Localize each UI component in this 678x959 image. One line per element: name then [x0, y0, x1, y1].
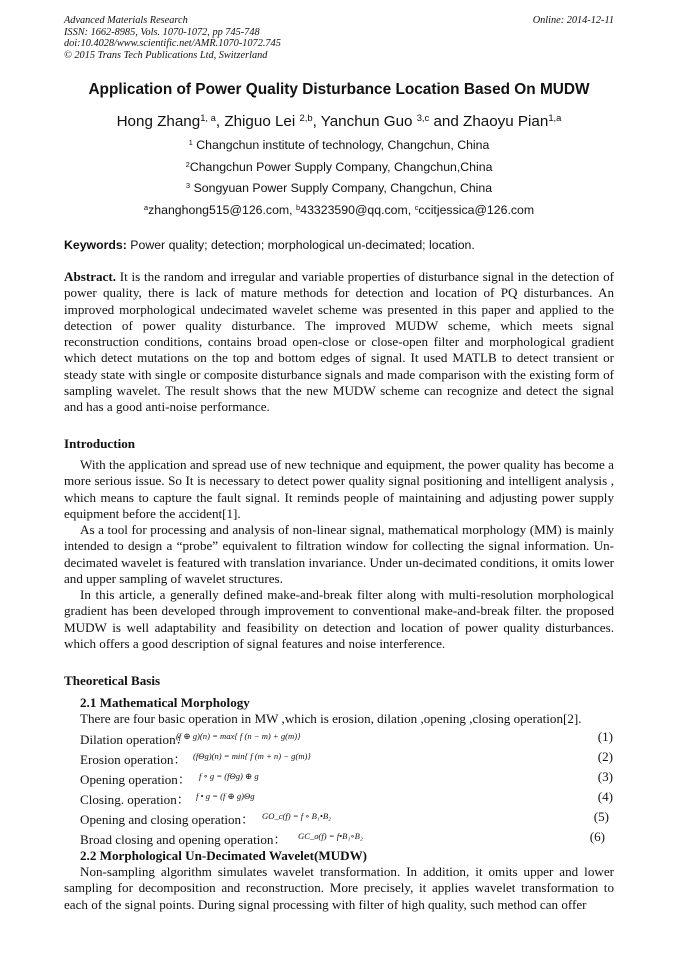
- equation-label: Opening operation：: [80, 772, 191, 787]
- affiliation-text: Songyuan Power Supply Company, Changchun, China: [190, 181, 493, 195]
- section-heading-introduction: Introduction: [64, 436, 136, 451]
- journal-issn: ISSN: 1662-8985, Vols. 1070-1072, pp 745-748: [64, 26, 260, 38]
- journal-doi: doi:10.4028/www.scientific.net/AMR.1070-1072.745: [64, 38, 281, 50]
- affiliation-text: Changchun Power Supply Company, Changchun,China: [189, 160, 493, 174]
- author-name: , Zhiguo Lei: [215, 113, 300, 130]
- equation-5: [80, 809, 613, 827]
- equation-expression: GC_o(f) = f•B₁∘B₂: [298, 831, 363, 841]
- equation-number: (5): [593, 809, 609, 824]
- affiliation-sup: 2: [185, 159, 190, 169]
- equation-label: Erosion operation：: [80, 752, 187, 767]
- email-text: ccitjessica@126.com: [418, 203, 535, 217]
- equation-number: (1): [597, 729, 613, 744]
- equation-number: (2): [597, 749, 613, 764]
- equation-label: Dilation operation：: [80, 732, 189, 747]
- equation-label: Broad closing and opening operation：: [80, 832, 287, 847]
- abstract: [64, 269, 614, 416]
- author-list: [0, 113, 678, 130]
- section-heading-theory: Theoretical Basis: [64, 673, 161, 688]
- email-text: zhanghong515@126.com,: [148, 203, 296, 217]
- author-name: , Yanchun Guo: [312, 113, 417, 130]
- equation-number: (3): [597, 769, 613, 784]
- journal-meta: [64, 15, 281, 61]
- subsection-text-2-2: Non-sampling algorithm simulates wavelet transformation. In addition, it omits upper and lower sampling for decomposition and reconstruction. More precisely, it applies wavelet transformation to each of the signal points. During signal processing with filter of high quality, such method can offer: [64, 864, 614, 912]
- intro-paragraph-3: In this article, a generally defined make-and-break filter along with multi-resolution morphological gradient has been developed through improvement to conventional make-and-break filter. the proposed MUDW is well adaptability and feasibility on detection and location of power quality disturbances. which offers a good description of signal features and noise interference.: [64, 587, 614, 651]
- keywords-label: Keywords:: [64, 238, 127, 252]
- equation-label: Closing. operation：: [80, 792, 190, 807]
- journal-name: Advanced Materials Research: [64, 15, 188, 26]
- equation-expression: (fΘg)(n) = min{ f (m + n) − g(m)}: [193, 751, 311, 761]
- equation-expression: GO_c(f) = f ∘ B₁•B₂: [262, 811, 332, 821]
- equation-expression: f • g = (f ⊕ g)Θg: [196, 791, 255, 801]
- equation-expression: f ∘ g = (fΘg) ⊕ g: [199, 771, 259, 781]
- equation-expression: (f ⊕ g)(n) = max{ f (n − m) + g(m)}: [176, 731, 301, 741]
- keywords-text: Power quality; detection; morphological un-decimated; location.: [126, 238, 475, 252]
- equation-label: Opening and closing operation：: [80, 812, 255, 827]
- subsection-heading-2-2: 2.2 Morphological Un-Decimated Wavelet(MUDW): [80, 848, 368, 863]
- equation-2: [80, 749, 613, 767]
- equation-4: [80, 789, 613, 807]
- author-sup: 1, a: [200, 111, 216, 123]
- author-name: Hong Zhang: [116, 113, 201, 130]
- equation-number: (6): [589, 829, 605, 844]
- equation-3: [80, 769, 613, 787]
- author-emails: [0, 203, 678, 217]
- affiliation-sup: 3: [185, 180, 191, 190]
- author-sup: 3,c: [416, 111, 430, 123]
- affiliation-1: [0, 138, 678, 152]
- affiliation-sup: 1: [188, 137, 193, 147]
- author-sup: 2,b: [299, 111, 313, 123]
- journal-copyright: © 2015 Trans Tech Publications Ltd, Switzerland: [64, 49, 268, 61]
- abstract-text: It is the random and irregular and variable properties of disturbance signal in the detection of power quality, there is lack of mature methods for detection and location of PQ disturbances. An improved morphological undecimated wavelet scheme was presented in this paper and applied to the detection of power quality disturbance. The improved MUDW scheme, which meets signal reconstruction conditions, contains broad open-close or close-open filter and morphological gradient which detect mutations on the top and bottom edges of signal. It used MATLB to detect transient or steady state with single or composite disturbance signals and made comparison with the existing form of sampling wavelet. The result shows that the new MUDW scheme can recognize and detect the signal and has a good anti-noise performance.: [64, 269, 614, 415]
- email-sup: c: [414, 202, 419, 212]
- keywords: [64, 238, 475, 252]
- affiliation-3: [0, 181, 678, 195]
- author-name: and Zhaoyu Pian: [429, 113, 549, 130]
- online-date: Online: 2014-12-11: [532, 15, 614, 26]
- equation-number: (4): [597, 789, 613, 804]
- affiliation-text: Changchun institute of technology, Changchun, China: [192, 138, 490, 152]
- equation-1: [80, 729, 613, 747]
- email-sup: b: [296, 202, 301, 212]
- equation-6: [80, 829, 613, 847]
- email-text: 43323590@qq.com,: [300, 203, 415, 217]
- subsection-text-2-1: There are four basic operation in MW ,which is erosion, dilation ,opening ,closing operation[2].: [80, 711, 582, 726]
- paper-title: Application of Power Quality Disturbance Location Based On MUDW: [88, 81, 590, 98]
- email-sup: a: [143, 202, 149, 212]
- subsection-heading-2-1: 2.1 Mathematical Morphology: [80, 695, 250, 710]
- affiliation-2: [0, 160, 678, 174]
- intro-paragraph-1: With the application and spread use of new technique and equipment, the power quality has become a more serious issue. So It is necessary to detect power quality signal positioning and intelligent analysis , which means to capture the fault signal. It reminds people of maintaining and adjusting power supply equipment before the accident[1].: [64, 457, 614, 521]
- intro-paragraph-2: As a tool for processing and analysis of non-linear signal, mathematical morphology (MM) is mainly intended to design a “probe” equivalent to filtration window for collecting the signal information. Un-decimated wavelet is featured with translation invariance. Under un-decimated conditions, it omits lower and upper sampling of wavelet structures.: [64, 522, 614, 586]
- abstract-label: Abstract.: [64, 269, 116, 284]
- author-sup: 1,a: [548, 111, 562, 123]
